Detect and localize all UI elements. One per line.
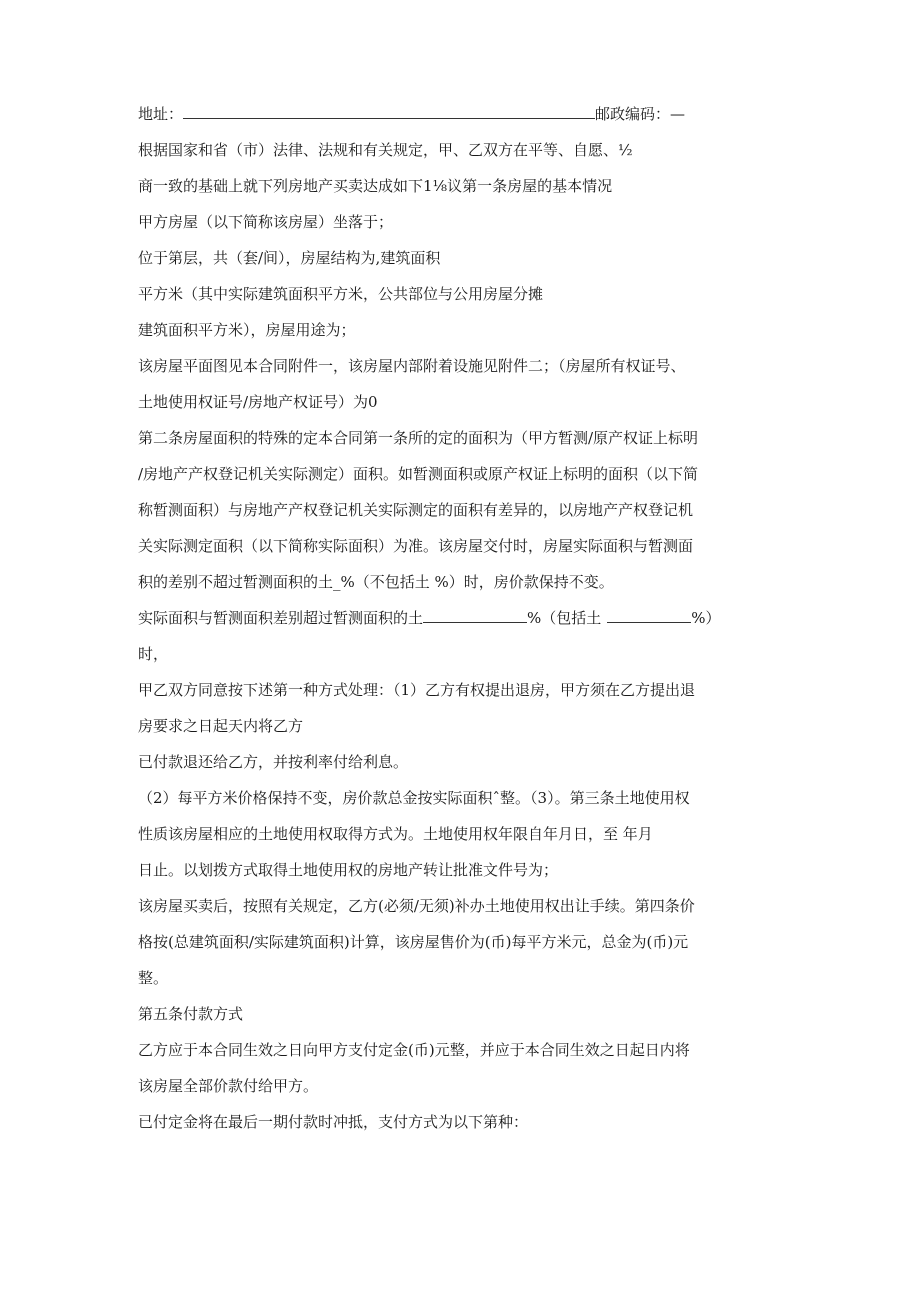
address-blank — [183, 104, 595, 119]
body-line: （2）每平方米价格保持不变，房价款总金按实际面积ˆ整。（3）。第三条土地使用权 — [138, 789, 690, 807]
percent-blank-2 — [607, 608, 691, 623]
address-label: 地址： — [138, 105, 184, 123]
body-line: 已付款退还给乙方，并按利率付给利息。 — [138, 753, 409, 771]
postal-label: 邮政编码：— — [595, 105, 686, 123]
percent-blank-1 — [423, 608, 527, 623]
body-line: 整。 — [138, 969, 169, 987]
body-line: 位于第层，共（套/间），房屋结构为,建筑面积 — [138, 249, 441, 267]
diff-text-2: %（包括土 — [527, 609, 602, 627]
body-line: 甲方房屋（以下简称该房屋）坐落于； — [138, 213, 394, 231]
body-line: 格按(总建筑面积/实际建筑面积)计算，该房屋售价为(币)每平方米元，总金为(币)元 — [138, 933, 689, 951]
body-line: 该房屋全部价款付给甲方。 — [138, 1077, 319, 1095]
body-line: 建筑面积平方米），房屋用途为； — [138, 321, 356, 339]
body-line: 商一致的基础上就下列房地产买卖达成如下1⅛议第一条房屋的基本情况 — [138, 177, 613, 195]
body-line: 土地使用权证号/房地产权证号）为0 — [138, 393, 378, 411]
section-heading: 第五条付款方式 — [138, 1005, 244, 1023]
body-line: 房要求之日起天内将乙方 — [138, 717, 304, 735]
body-line: 乙方应于本合同生效之日向甲方支付定金(币)元整，并应于本合同生效之日起日内将 — [138, 1041, 690, 1059]
body-line: 甲乙双方同意按下述第一种方式处理：（1）乙方有权提出退房，甲方须在乙方提出退 — [138, 681, 696, 699]
body-line: /房地产产权登记机关实际测定）面积。如暂测面积或原产权证上标明的面积（以下简 — [138, 465, 699, 483]
body-line: 根据国家和省（市）法律、法规和有关规定，甲、乙双方在平等、自愿、½ — [138, 141, 633, 159]
body-line: 时， — [138, 645, 169, 663]
body-line: 第二条房屋面积的特殊的定本合同第一条所的定的面积为（甲方暂测/原产权证上标明 — [138, 429, 699, 447]
body-line: 日止。以划拨方式取得土地使用权的房地产转让批准文件号为； — [138, 861, 559, 879]
area-difference-line — [138, 608, 721, 628]
body-line: 该房屋买卖后，按照有关规定，乙方(必须/无须)补办土地使用权出让手续。第四条价 — [138, 897, 695, 915]
diff-text-1: 实际面积与暂测面积差别超过暂测面积的土 — [138, 609, 424, 627]
body-line: 已付定金将在最后一期付款时冲抵，支付方式为以下第种： — [138, 1113, 529, 1131]
address-line — [138, 104, 685, 124]
body-line: 关实际测定面积（以下简称实际面积）为准。该房屋交付时，房屋实际面积与暂测面 — [138, 537, 694, 555]
body-line: 积的差别不超过暂测面积的土_%（不包括土 %）时，房价款保持不变。 — [138, 573, 614, 591]
body-line: 称暂测面积）与房地产产权登记机关实际测定的面积有差异的，以房地产产权登记机 — [138, 501, 694, 519]
body-line: 该房屋平面图见本合同附件一，该房屋内部附着设施见附件二；（房屋所有权证号、 — [138, 357, 686, 375]
diff-text-3: %） — [691, 609, 721, 627]
body-line: 性质该房屋相应的土地使用权取得方式为。土地使用权年限自年月日，至 年月 — [138, 825, 653, 843]
body-line: 平方米（其中实际建筑面积平方米，公共部位与公用房屋分摊 — [138, 285, 544, 303]
